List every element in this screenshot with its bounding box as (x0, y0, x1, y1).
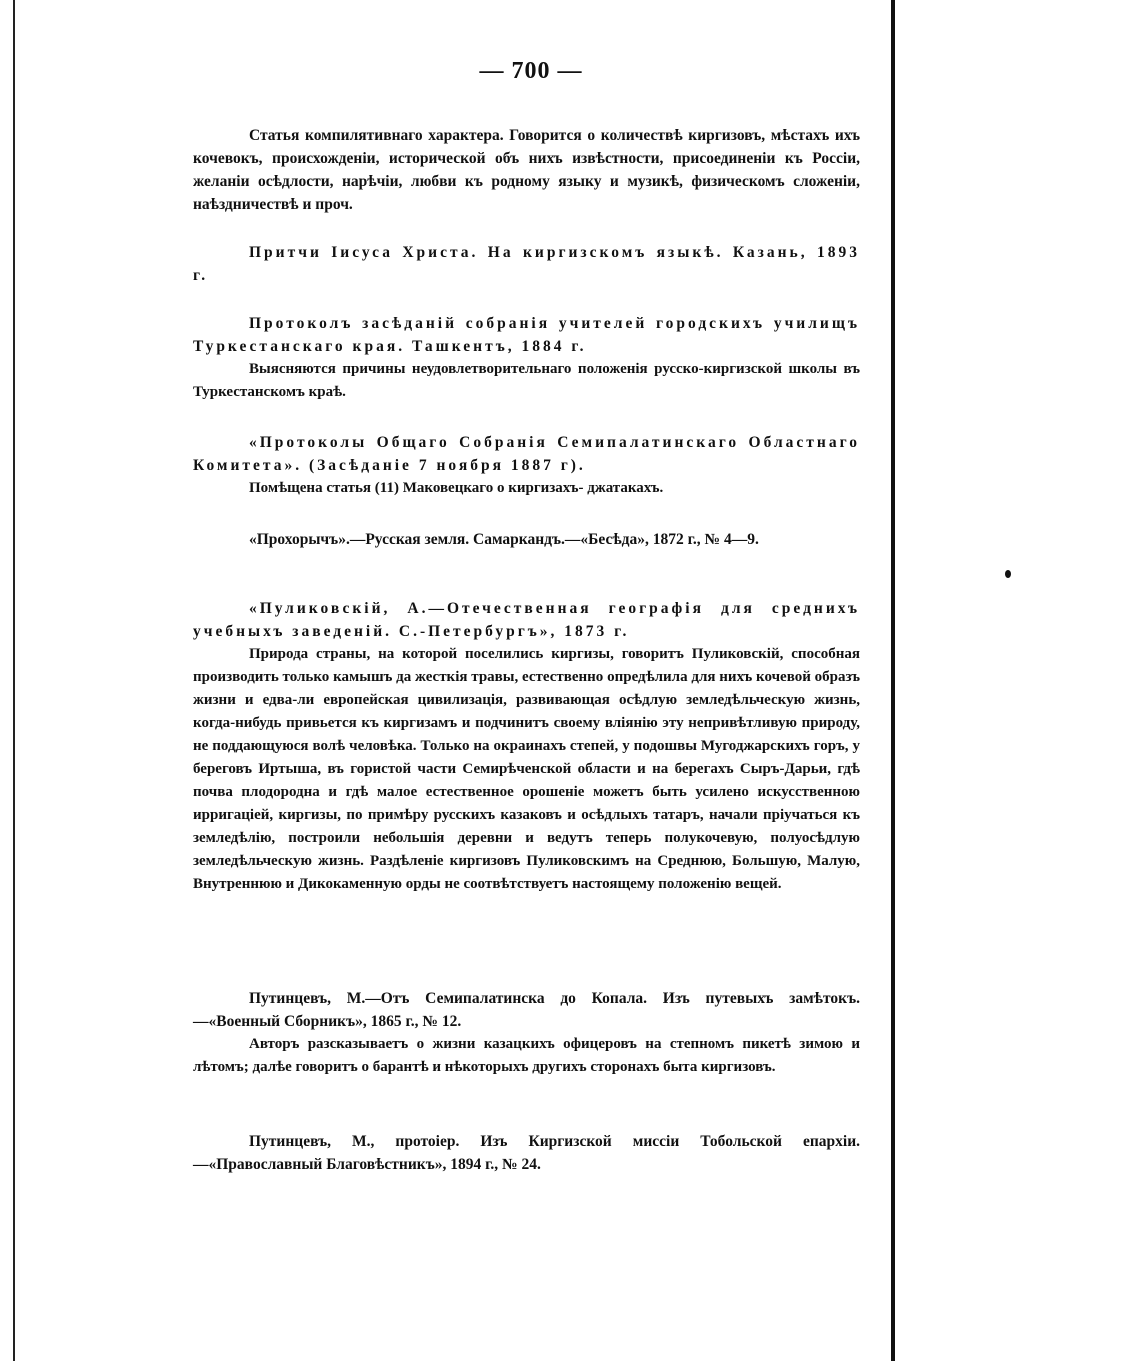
page-number: — 700 — (479, 58, 583, 84)
entry-title: Притчи Іисуса Христа. На киргизскомъ языкѣ. Казань, 1893 г. (193, 244, 860, 284)
entry-7 (193, 1130, 860, 1176)
entry-6 (193, 987, 860, 1079)
entry-title: «Прохорычъ».—Русская земля. Самаркандъ.—«Бесѣда», 1872 г., № 4—9. (249, 531, 759, 548)
entry-annotation: Природа страны, на которой поселились киргизы, говоритъ Пуликовскій, способная производить только камышъ да жесткія травы, естественно опредѣлила для нихъ кочевой образъ жизни и едва-ли европейская цивилизація, развивающая осѣдлую земледѣльческую жизнь, когда-нибудь привьется къ киргизамъ и подчинитъ своему вліянію эту непривѣтливую природу, не поддающуюся волѣ человѣка. Только на окраинахъ степей, у подошвы Мугоджарскихъ горъ, у береговъ Иртыша, въ гористой части Семирѣченской области и на берегахъ Сыръ-Дарьи, гдѣ почва плодородна и гдѣ малое естественное орошеніе можетъ быть усилено искусственною ирригаціей, киргизы, по примѣру русскихъ казаковъ и осѣдлыхъ татаръ, начали пріучаться къ земледѣлію, построили небольшія деревни и ведутъ теперь полукочевую, полуосѣдлую земледѣльческую жизнь. Раздѣленіе киргизовъ Пуликовскимъ на Среднюю, Большую, Малую, Внутреннюю и Дикокаменную орды не соотвѣтствуетъ настоящему положенію вещей. (193, 646, 860, 892)
entry-5 (193, 597, 860, 896)
left-margin-rule (13, 0, 15, 1361)
entry-1 (193, 241, 860, 287)
entry-title: «Протоколы Общаго Собранія Семипалатинскаго Областнаго Комитета». (Засѣданіе 7 ноября 1887 г). (193, 434, 860, 474)
ink-speck (1005, 570, 1011, 578)
entry-annotation: Выясняются причины неудовлетворительнаго положенія русско-киргизской школы въ Туркестанскомъ краѣ. (193, 361, 860, 400)
entry-4 (193, 528, 860, 551)
entry-title: Путинцевъ, М., протоіер. Изъ Киргизской миссіи Тобольской епархіи.—«Православный Благовѣстникъ», 1894 г., № 24. (193, 1133, 860, 1173)
entry-2 (193, 312, 860, 404)
gutter-rule (891, 0, 895, 1361)
entry-annotation: Помѣщена статья (11) Маковецкаго о киргизахъ- джатакахъ. (249, 480, 664, 496)
entry-annotation: Статья компилятивнаго характера. Говорится о количествѣ киргизовъ, мѣстахъ ихъ кочевокъ, происхожденіи, исторической объ нихъ извѣстности, присоединеніи къ Россіи, желаніи осѣдлости, нарѣчіи, любви къ родному языку и музикѣ, физическомъ сложеніи, наѣздничествѣ и проч. (193, 127, 860, 213)
entry-0 (193, 124, 860, 216)
entry-title: Протоколъ засѣданій собранія учителей городскихъ училищъ Туркестанскаго края. Ташкентъ, 1884 г. (193, 315, 860, 355)
entry-3 (193, 431, 860, 500)
entry-title: Путинцевъ, М.—Отъ Семипалатинска до Копала. Изъ путевыхъ замѣтокъ.—«Военный Сборникъ», 1865 г., № 12. (193, 990, 860, 1030)
entry-annotation: Авторъ разсказываетъ о жизни казацкихъ офицеровъ на степномъ пикетѣ зимою и лѣтомъ; далѣе говоритъ о барантѣ и нѣкоторыхъ другихъ сторонахъ быта киргизовъ. (193, 1036, 860, 1075)
entry-title: «Пуликовскій, А.—Отечественная географія для среднихъ учебныхъ заведеній. С.-Петербургъ», 1873 г. (193, 600, 860, 640)
